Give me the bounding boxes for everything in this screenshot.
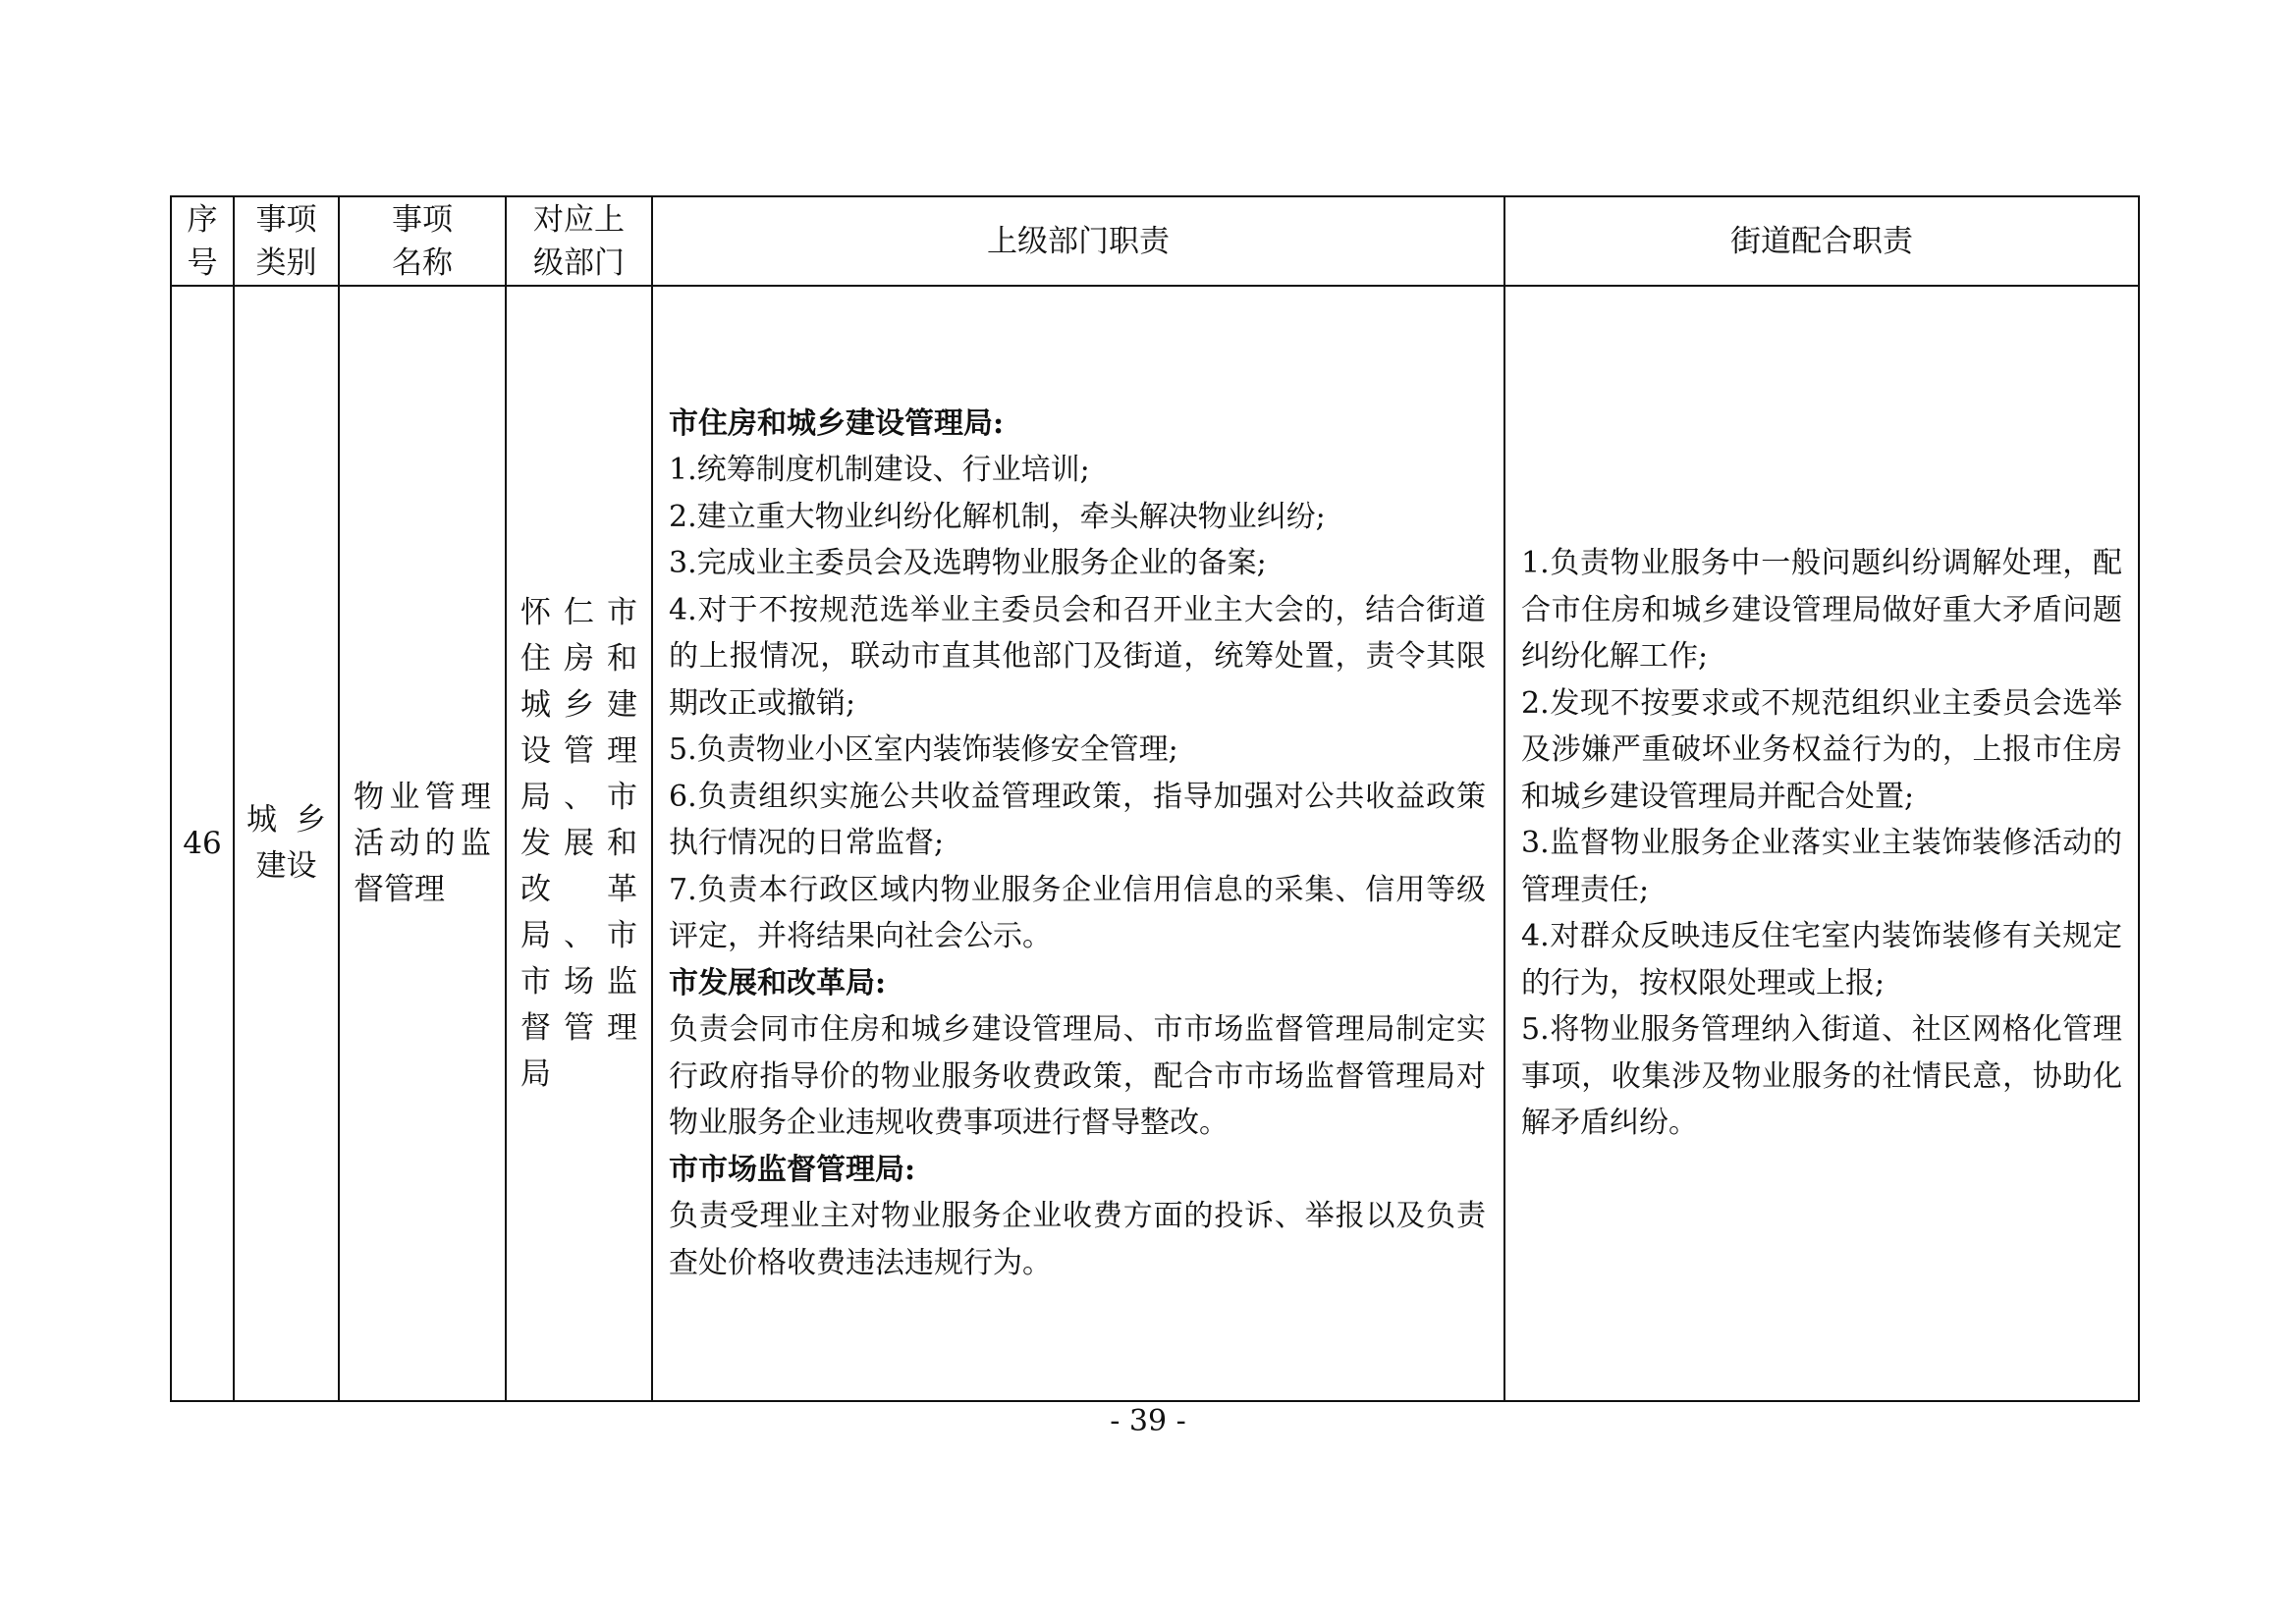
page-number: - 39 - <box>1110 1404 1186 1438</box>
street-duty-item: 3.监督物业服务企业落实业主装饰装修活动的管理责任; <box>1521 826 2122 907</box>
cell-no: 46 <box>171 286 234 1401</box>
duty-item: 负责受理业主对物业服务企业收费方面的投诉、举报以及负责查处价格收费违法违规行为。 <box>669 1199 1486 1280</box>
street-duty-list <box>1505 540 2138 1147</box>
header-street-duty: 街道配合职责 <box>1504 196 2139 286</box>
dept-heading: 市住房和城乡建设管理局: <box>669 406 1005 441</box>
street-duty-item: 2.发现不按要求或不规范组织业主委员会选举及涉嫌严重破坏业务权益行为的，上报市住房和城乡建设管理局并配合处置; <box>1521 685 2122 814</box>
duty-item: 1.统筹制度机制建设、行业培训; <box>669 453 1090 488</box>
duty-item: 4.对于不按规范选举业主委员会和召开业主大会的，结合街道的上报情况，联动市直其他部门及街道，统筹处置，责令其限期改正或撤销; <box>669 592 1486 721</box>
cell-street-duty <box>1504 286 2139 1401</box>
duty-item: 3.完成业主委员会及选聘物业服务企业的备案; <box>669 546 1267 581</box>
header-category: 事项 类别 <box>234 196 339 286</box>
header-no: 序 号 <box>171 196 234 286</box>
street-duty-item: 1.负责物业服务中一般问题纠纷调解处理，配合市住房和城乡建设管理局做好重大矛盾问题纠纷化解工作; <box>1521 546 2122 675</box>
duty-item: 7.负责本行政区域内物业服务企业信用信息的采集、信用等级评定，并将结果向社会公示。 <box>669 872 1486 954</box>
dept-heading: 市市场监督管理局: <box>669 1152 916 1187</box>
table-row <box>171 286 2139 1401</box>
cell-name <box>339 286 506 1401</box>
duty-table <box>170 195 2140 1402</box>
duty-item: 6.负责组织实施公共收益管理政策，指导加强对公共收益政策执行情况的日常监督; <box>669 779 1486 861</box>
dept-heading: 市发展和改革局: <box>669 965 887 1001</box>
street-duty-item: 5.将物业服务管理纳入街道、社区网格化管理事项，收集涉及物业服务的社情民意，协助化解矛盾纠纷。 <box>1521 1012 2122 1141</box>
duty-item: 5.负责物业小区室内装饰装修安全管理; <box>669 732 1178 768</box>
street-duty-item: 4.对群众反映违反住宅室内装饰装修有关规定的行为，按权限处理或上报; <box>1521 919 2122 1001</box>
cell-dept <box>506 286 652 1401</box>
cell-name-text: 物业管理活动的监督管理 <box>354 779 491 907</box>
duty-item: 2.建立重大物业纠纷化解机制，牵头解决物业纠纷; <box>669 499 1326 534</box>
header-name: 事项 名称 <box>339 196 506 286</box>
header-upper-duty: 上级部门职责 <box>652 196 1504 286</box>
cell-dept-text: 怀仁市住房和城乡建设管理局、市发展和改革局、市市场监督管理局 <box>520 594 637 1092</box>
cell-category-text: 城乡建设 <box>246 802 326 884</box>
header-dept: 对应上 级部门 <box>506 196 652 286</box>
duty-item: 负责会同市住房和城乡建设管理局、市市场监督管理局制定实行政府指导价的物业服务收费政策，配合市市场监督管理局对物业服务企业违规收费事项进行督导整改。 <box>669 1012 1486 1141</box>
upper-duty-list <box>653 401 1503 1287</box>
cell-category <box>234 286 339 1401</box>
cell-upper-duty <box>652 286 1504 1401</box>
header-row <box>171 196 2139 286</box>
